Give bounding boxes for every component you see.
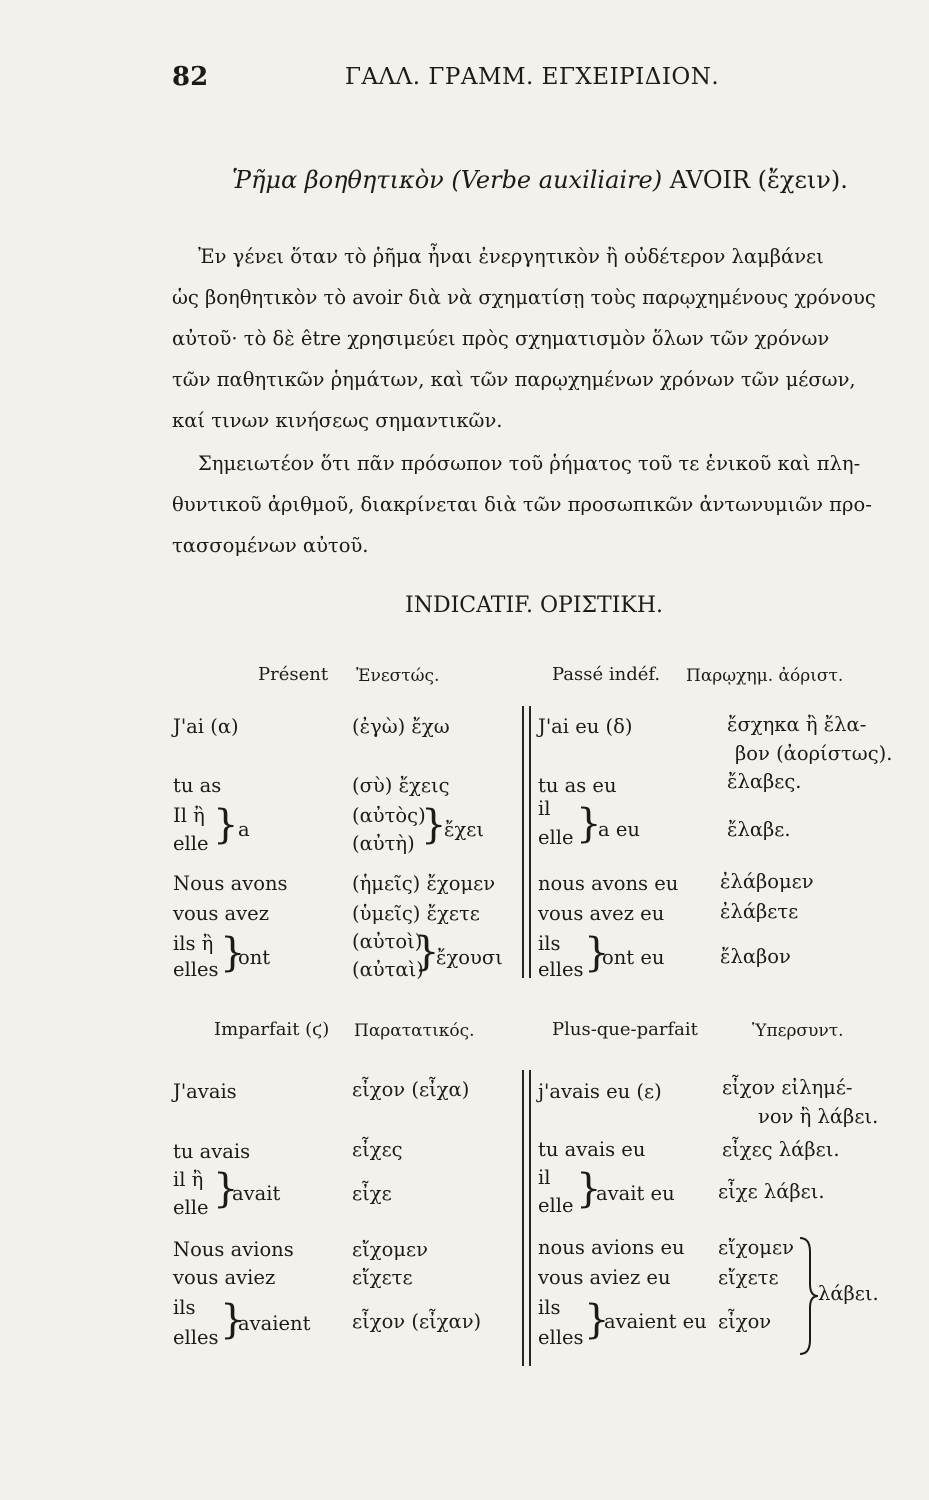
present-gr-6v: ἔχουσι [436, 946, 503, 969]
brace-icon: } [421, 802, 447, 848]
intro-line-4: τῶν παθητικῶν ῥημάτων, καὶ τῶν παρῳχημένων χρόνων τῶν μέσων, [172, 368, 856, 391]
passe-gr-1b: βον (ἀορίστως). [735, 742, 893, 765]
imparfait-gr-2: εἶχες [352, 1138, 403, 1161]
page-number: 82 [172, 62, 209, 92]
imparfait-verb-3: avait [232, 1182, 281, 1205]
present-fr-6a: ils ἢ [173, 932, 214, 955]
pqp-gr-3: εἶχε λάβει. [718, 1180, 825, 1203]
brace-icon: } [220, 930, 246, 976]
plusqueparfait-head-greek: Ὑπερσυντ. [752, 1021, 844, 1041]
plusqueparfait-head: Plus-que-parfait [552, 1019, 698, 1040]
imparfait-head: Imparfait (ϛ) [214, 1019, 330, 1040]
pqp-gr-1b: νον ἢ λάβει. [758, 1105, 879, 1128]
imparfait-verb-6: avaient [238, 1312, 311, 1335]
present-gr-6b: (αὐταὶ) [352, 958, 424, 981]
section-title [232, 166, 848, 194]
brace-icon: } [414, 929, 440, 975]
present-gr-3b: (αὐτὴ) [352, 832, 415, 855]
pqp-fr-2: tu avais eu [538, 1138, 646, 1161]
imparfait-gr-6: εἶχον (εἶχαν) [352, 1310, 482, 1333]
pqp-gr-6: εἶχον [718, 1310, 772, 1333]
note-line-3: τασσομένων αὐτοῦ. [172, 534, 369, 557]
present-fr-5: vous avez [173, 902, 269, 925]
pqp-gr-5: εἴχετε [718, 1266, 779, 1289]
present-head-greek: Ἐνεστώς. [356, 666, 440, 686]
note-line-1: Σημειωτέον ὅτι πᾶν πρόσωπον τοῦ ῥήματος τοῦ τε ἑνικοῦ καὶ πλη- [198, 452, 861, 475]
imparfait-fr-3a: il ἢ [173, 1168, 204, 1191]
pqp-fr-3a: il [538, 1166, 551, 1189]
column-rule-1a [522, 706, 524, 978]
pqp-shared-gr: λάβει. [818, 1282, 879, 1305]
pqp-fr-4: nous avions eu [538, 1236, 685, 1259]
present-fr-6b: elles [173, 958, 219, 981]
passe-fr-3b: elle [538, 826, 574, 849]
title-text: Ῥῆμα βοηθητικὸν (Verbe auxiliaire) [232, 166, 663, 194]
present-fr-3b: elle [173, 832, 209, 855]
brace-icon: } [584, 1297, 610, 1343]
imparfait-fr-6a: ils [173, 1296, 196, 1319]
imparfait-fr-5: vous aviez [173, 1266, 276, 1289]
passe-gr-6: ἔλαβον [720, 945, 791, 968]
imparfait-fr-6b: elles [173, 1326, 219, 1349]
intro-line-5: καί τινων κινήσεως σημαντικῶν. [172, 409, 503, 432]
pqp-gr-2: εἶχες λάβει. [722, 1138, 840, 1161]
intro-line-1: Ἐν γένει ὅταν τὸ ῥῆμα ἦναι ἐνεργητικὸν ἢ οὐδέτερον λαμβάνει [198, 245, 824, 268]
passe-fr-1: J'ai eu (δ) [538, 715, 633, 738]
brace-icon: } [213, 802, 239, 848]
present-gr-4: (ἡμεῖς) ἔχομεν [352, 872, 496, 895]
imparfait-head-greek: Παρατατικός. [354, 1021, 475, 1041]
present-fr-2: tu as [173, 774, 222, 797]
present-gr-6a: (αὐτοὶ) [352, 930, 423, 953]
pqp-verb-6: avaient eu [604, 1310, 707, 1333]
passe-fr-6a: ils [538, 932, 561, 955]
column-rule-2a [522, 1070, 524, 1366]
imparfait-gr-3: εἶχε [352, 1182, 392, 1205]
passe-fr-4: nous avons eu [538, 872, 679, 895]
passe-fr-3a: il [538, 797, 551, 820]
column-rule-2b [529, 1070, 531, 1366]
column-rule-1b [529, 706, 531, 978]
imparfait-fr-3b: elle [173, 1196, 209, 1219]
passe-verb-6: ont eu [602, 946, 665, 969]
indicatif-heading: INDICATIF. ΟΡΙΣΤΙΚΗ. [405, 593, 664, 618]
present-gr-3a: (αὐτὸς) [352, 804, 426, 827]
brace-icon: } [584, 930, 610, 976]
present-fr-4: Nous avons [173, 872, 288, 895]
present-gr-5: (ὑμεῖς) ἔχετε [352, 902, 480, 925]
present-head: Présent [258, 664, 329, 685]
imparfait-gr-5: εἴχετε [352, 1266, 413, 1289]
running-head: ΓΑΛΛ. ΓΡΑΜΜ. ΕΓΧΕΙΡΙΔΙΟΝ. [345, 64, 720, 90]
passe-indef-head-greek: Παρῳχημ. ἀόριστ. [686, 666, 844, 686]
pqp-fr-6a: ils [538, 1296, 561, 1319]
passe-gr-4: ἐλάβομεν [720, 870, 814, 893]
passe-fr-5: vous avez eu [538, 902, 665, 925]
intro-line-3: αὐτοῦ· τὸ δὲ être χρησιμεύει πρὸς σχηματισμὸν ὅλων τῶν χρόνων [172, 327, 830, 350]
imparfait-gr-4: εἴχομεν [352, 1238, 428, 1261]
pqp-verb-3: avait eu [596, 1182, 675, 1205]
imparfait-fr-1: J'avais [173, 1080, 237, 1103]
present-fr-3a: Il ἢ [173, 804, 205, 827]
imparfait-gr-1: εἶχον (εἶχα) [352, 1078, 470, 1101]
note-line-2: θυντικοῦ ἀριθμοῦ, διακρίνεται διὰ τῶν προσωπικῶν ἀντωνυμιῶν προ- [172, 493, 872, 516]
passe-gr-2: ἔλαβες. [727, 770, 802, 793]
pqp-fr-6b: elles [538, 1326, 584, 1349]
present-fr-1: J'ai (α) [173, 715, 239, 738]
passe-indef-head: Passé indéf. [552, 664, 661, 685]
present-gr-3v: ἔχει [444, 818, 485, 841]
passe-fr-2: tu as eu [538, 774, 617, 797]
brace-icon: } [576, 801, 602, 847]
brace-icon: } [576, 1166, 602, 1212]
pqp-fr-5: vous aviez eu [538, 1266, 671, 1289]
brace-icon: } [220, 1297, 246, 1343]
imparfait-fr-2: tu avais [173, 1140, 251, 1163]
present-verb-6: ont [238, 946, 271, 969]
pqp-gr-4: εἴχομεν [718, 1236, 794, 1259]
brace-icon: } [213, 1166, 239, 1212]
passe-verb-3: a eu [598, 818, 640, 841]
passe-fr-6b: elles [538, 958, 584, 981]
pqp-fr-1: j'avais eu (ε) [538, 1080, 662, 1103]
passe-gr-3: ἔλαβε. [727, 818, 791, 841]
title-verb: AVOIR (ἔχειν). [669, 166, 848, 194]
present-gr-2: (σὺ) ἔχεις [352, 774, 450, 797]
intro-line-2: ὡς βοηθητικὸν τὸ avoir διὰ νὰ σχηματίσῃ τοὺς παρῳχημένους χρόνους [172, 286, 876, 309]
imparfait-fr-4: Nous avions [173, 1238, 294, 1261]
pqp-gr-1a: εἶχον εἰλημέ- [722, 1076, 853, 1099]
present-verb-3: a [238, 818, 250, 841]
present-gr-1: (ἐγὼ) ἔχω [352, 715, 450, 738]
pqp-fr-3b: elle [538, 1194, 574, 1217]
passe-gr-5: ἐλάβετε [720, 900, 799, 923]
passe-gr-1a: ἔσχηκα ἢ ἔλα- [727, 713, 867, 736]
